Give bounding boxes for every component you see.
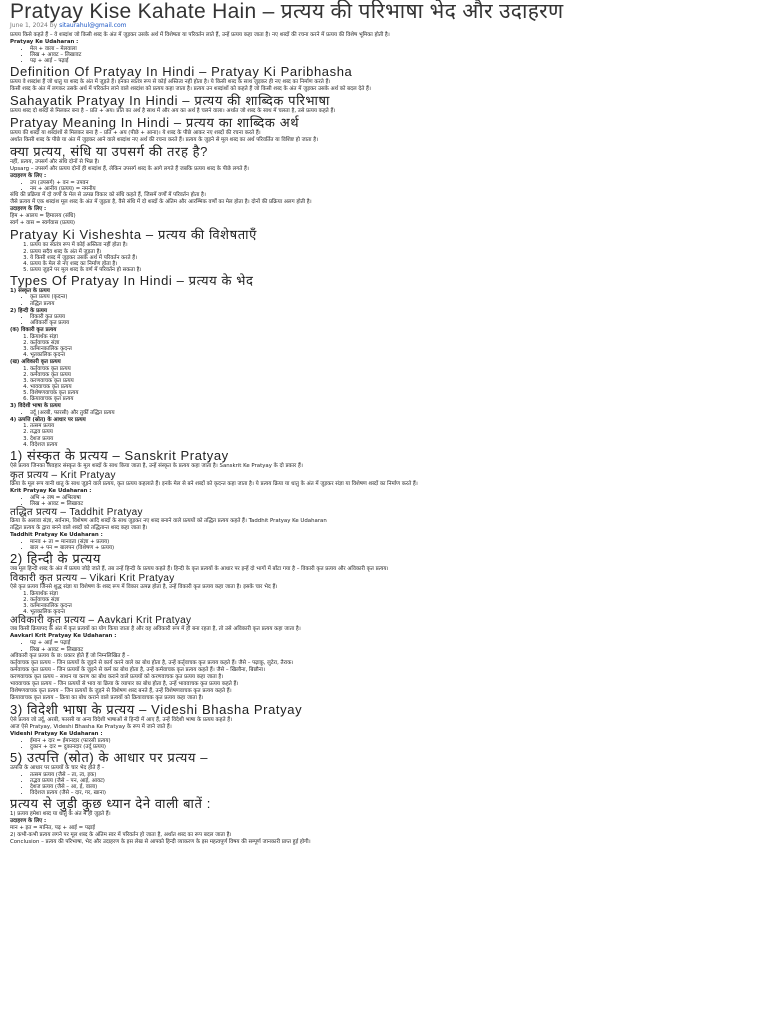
paragraph: प्रत्यय वे शब्दांश हैं जो धातु या शब्द के अंत में जुड़ते हैं। इनका स्वतंत्र रूप से कोई अस्तित्व नहीं होता है। ये किसी शब्द के साथ जुड़कर ही नए शब्द का निर्माण करते हैं।: [10, 79, 331, 86]
list-item: 6. क्रियावाचक कृत प्रत्यय: [30, 396, 758, 402]
page-title: Pratyay Kise Kahate Hain – प्रत्यय की परिभाषा भेद और उदाहरण: [10, 0, 564, 23]
paragraph: मान + इत = मानित, पढ़ + आई = पढ़ाई: [10, 825, 96, 832]
paragraph: उत्पत्ति के आधार पर प्रत्ययों के चार भेद होते हैं –: [10, 764, 105, 771]
paragraph: जब किसी क्रियापद के अंत में कृत प्रत्ययों का योग किया जाता है और वह अविकारी रूप में ही बना रहता है, तो उसे अविकारी कृत प्रत्यय कहा जाता है।: [10, 626, 301, 633]
list-item: 1. क्रियार्थक संज्ञा: [30, 334, 758, 340]
list-item: 2. तद्भव प्रत्यय: [30, 429, 758, 435]
group-label: 2) हिन्दी के प्रत्यय: [10, 307, 48, 314]
paragraph: क्रिया के मूल रूप यानी धातु के साथ जुड़ने वाले प्रत्यय, कृत प्रत्यय कहलाते हैं। इनके मेल से बने शब्दों को कृदन्त कहा जाता है। ये प्रत्यय क्रिया या धातु के अंत में जुड़कर संज्ञा या विशेषण शब्दों का निर्माण करते हैं।: [10, 480, 418, 487]
list-item: • मेल + वाला – मेलवाला: [30, 46, 758, 52]
paragraph: संधि की प्रक्रिया में दो वर्णों के मेल से उत्पन्न विकार को संधि कहते हैं, जिसमें वर्णों में परिवर्तन होता है।: [10, 192, 206, 199]
section-heading: 3) विदेशी भाषा के प्रत्यय – Videshi Bhasha Pratyay: [10, 701, 303, 717]
list-item: 2. कर्तृवाचक संज्ञा: [30, 597, 758, 603]
taddhit-section: [10, 508, 758, 551]
section-heading: 2) हिन्दी के प्रत्यय: [10, 551, 101, 567]
post-meta: [10, 22, 758, 30]
list-item: • पढ़ + आई – पढ़ाई: [30, 58, 758, 64]
list-item: 5. विशेषणवाचक कृत प्रत्यय: [30, 390, 758, 396]
list-item: • बाल + पन = बालपन (विशेषण + प्रत्यय): [30, 545, 758, 551]
list-item: • मानव + ता = मानवता (संज्ञा + प्रत्यय): [30, 539, 758, 545]
section-heading: Pratyay Ki Visheshta – प्रत्यय की विशेषताएँ: [10, 227, 257, 243]
group-label: 4) उत्पत्ति (स्रोत) के आधार पर प्रत्यय: [10, 416, 86, 423]
list-item: • विकारी कृत प्रत्यय: [30, 314, 758, 320]
list-item: 1. क्रियार्थक संज्ञा: [30, 591, 758, 597]
features-list: [10, 242, 758, 272]
group-label: 1) संस्कृत के प्रत्यय: [10, 287, 50, 294]
group-list: [10, 314, 758, 326]
section-heading: Definition Of Pratyay In Hindi – Pratyay Ki Paribhasha: [10, 64, 353, 80]
hindi-section: [10, 553, 758, 573]
paragraph: कर्मवाचक कृत प्रत्यय – जिन प्रत्ययों के जुड़ने से कर्म का बोध होता है, उन्हें कर्मवाचक कृत प्रत्यय कहते हैं। जैसे – खिलौना, बिछौना।: [10, 666, 266, 673]
examples-list: [10, 738, 758, 750]
group-list: [10, 294, 758, 306]
list-item: 4. प्रत्यय के मेल से नए शब्द का निर्माण होता है।: [30, 261, 758, 267]
paragraph: Conclusion – प्रत्यय की परिभाषा, भेद और उदाहरण के इस लेख से आपको हिन्दी व्याकरण के इस महत्वपूर्ण विषय की सम्पूर्ण जानकारी प्राप्त हुई होगी।: [10, 839, 311, 846]
examples-label: Aavkari Krit Pratyay Ke Udaharan :: [10, 633, 117, 640]
section-heading: Types Of Pratyay In Hindi – प्रत्यय के भेद: [10, 272, 254, 288]
list-item: 1. प्रत्यय का स्वतंत्र रूप में कोई अस्तित्व नहीं होता है।: [30, 242, 758, 248]
list-item: • देशज प्रत्यय (जैसे – आ, ई, वाला): [30, 784, 758, 790]
list-item: • अविकारी कृत प्रत्यय: [30, 320, 758, 326]
features-section: [10, 229, 758, 272]
section-heading: 5) उत्पत्ति (स्रोत) के आधार पर प्रत्यय –: [10, 749, 209, 765]
list-item: 3. वर्तमानकालिक कृदन्त: [30, 346, 758, 352]
list-item: 3. करणवाचक कृत प्रत्यय: [30, 378, 758, 384]
list-item: 5. प्रत्यय जुड़ने पर मूल शब्द के वर्ण में परिवर्तन हो सकता है।: [30, 267, 758, 273]
paragraph: जब मूल हिन्दी शब्द के अंत में प्रत्यय जोड़े जाते हैं, तब उन्हें हिन्दी के प्रत्यय कहते हैं। हिन्दी के कृत प्रत्ययों के आधार पर इन्हें दो भागों में बाँटा गया है – विकारी कृत प्रत्यय और अविकारी कृत प्रत्यय।: [10, 566, 389, 573]
list-item: • पढ़ + आई = पढ़ाई: [30, 640, 758, 646]
subsection-heading: कृत प्रत्यय – Krit Pratyay: [10, 469, 116, 481]
paragraph: भाववाचक कृत प्रत्यय – जिन प्रत्ययों से भाव या क्रिया के व्यापार का बोध होता है, उन्हें भाववाचक कृत प्रत्यय कहते हैं।: [10, 680, 239, 687]
post-date: June 1, 2024 by: [10, 22, 58, 29]
list-item: • ईमान + दार = ईमानदार (फारसी प्रत्यय): [30, 738, 758, 744]
paragraph: किसी शब्द के अंत में लगकर उसके अर्थ में परिवर्तन लाने वाले शब्दांश को प्रत्यय कहा जाता है। प्रत्यय उन शब्दांशों को कहते हैं जो किसी शब्द के अंत में जुड़कर उसके अर्थ को बदल देते हैं।: [10, 86, 371, 93]
intro-paragraph: प्रत्यय किसे कहते हैं – वे शब्दांश जो किसी शब्द के अंत में जुड़कर उसके अर्थ में विशेषता या परिवर्तन लाते हैं, उन्हें प्रत्यय कहा जाता है। नए शब्दों की रचना करने में प्रत्यय की विशेष भूमिका होती है।: [10, 32, 390, 38]
examples-label: उदाहरण के लिए :: [10, 173, 47, 180]
paragraph: विशेषणवाचक कृत प्रत्यय – जिन प्रत्ययों के जुड़ने से विशेषण शब्द बनते हैं, उन्हें विशेषणवाचक कृत प्रत्यय कहते हैं।: [10, 687, 232, 694]
list-item: 2. कर्मवाचक कृत प्रत्यय: [30, 372, 758, 378]
paragraph: कर्तृवाचक कृत प्रत्यय – जिन प्रत्ययों के जुड़ने से कार्य करने वाले का बोध होता है, उन्हें कर्तृवाचक कृत प्रत्यय कहते हैं। जैसे – पढ़ाकू, लुटेरा, तैराक।: [10, 659, 294, 666]
list-item: • उर्दू (अरबी, फारसी) और तुर्की तद्धित प्रत्यय: [30, 410, 758, 416]
examples-label: Pratyay Ke Udaharan :: [10, 39, 79, 45]
subsection-heading: विकारी कृत प्रत्यय – Vikari Krit Pratyay: [10, 573, 175, 585]
paragraph: प्रत्यय की शब्दों या शब्दांशों से मिलकर बना है – प्रति + अय (पीछे + आना)। ये शब्द के पीछे आकर नए शब्दों की रचना करते हैं।: [10, 130, 261, 137]
group-label: (क) विकारी कृत प्रत्यय: [10, 327, 57, 334]
section-heading: प्रत्यय से जुड़ी कुछ ध्यान देने वाली बातें :: [10, 796, 211, 812]
sahayatik-section: [10, 95, 758, 115]
paragraph: आज ऐसे Pratyay, Videshi Bhasha Ke Pratyay के रूप में जाने जाते हैं।: [10, 723, 172, 730]
list-item: • दुकान + दार = दुकानदार (उर्दू प्रत्यय): [30, 744, 758, 750]
list-item: • तद्भव प्रत्यय (जैसे – पन, आई, आवट): [30, 778, 758, 784]
group-list: [10, 366, 758, 403]
group-list: [10, 423, 758, 447]
vikari-section: [10, 574, 758, 615]
subsection-heading: अविकारी कृत प्रत्यय – Aavkari Krit Pratyay: [10, 615, 192, 627]
paragraph: 1) प्रत्यय हमेशा शब्द या धातु के अंत में ही जुड़ते हैं।: [10, 811, 111, 818]
list-item: • लिख + आवट = लिखावट: [30, 501, 758, 507]
examples-label: उदाहरण के लिए :: [10, 818, 47, 825]
vikari-list: [10, 591, 758, 615]
examples-label: उदाहरण के लिए :: [10, 206, 47, 213]
examples-label: Taddhit Pratyay Ke Udaharan :: [10, 531, 103, 538]
paragraph: प्रत्यय शब्द दो शब्दों से मिलकर बना है – प्रति + अय। प्रति का अर्थ है साथ में और अय का अर्थ है चलने वाला। अर्थात जो शब्द के साथ में चलता है, उसे प्रत्यय कहते हैं।: [10, 108, 336, 115]
videshi-section: [10, 701, 758, 750]
examples-label: Videshi Pratyay Ke Udaharan :: [10, 730, 103, 737]
group-list: [10, 410, 758, 416]
utpatti-section: [10, 749, 758, 797]
list-item: 4. भूतकालिक कृदन्त: [30, 609, 758, 615]
list-item: 2. प्रत्यय सदैव शब्द के अंत में जुड़ता है।: [30, 249, 758, 255]
examples-list: [10, 46, 758, 64]
paragraph: Upsarg – उपसर्ग और प्रत्यय दोनों ही शब्दांश हैं, लेकिन उपसर्ग शब्द के आगे लगते हैं जबकि प्रत्यय शब्द के पीछे लगते हैं।: [10, 166, 249, 173]
list-item: • कृत प्रत्यय (कृदन्त): [30, 294, 758, 300]
paragraph: करणवाचक कृत प्रत्यय – साधन या करण का बोध कराने वाले प्रत्ययों को करणवाचक कृत प्रत्यय कहा जाता है।: [10, 673, 224, 680]
list-item: • अभि + लष = अभिलाषा: [30, 495, 758, 501]
list-item: 1. कर्तृवाचक कृत प्रत्यय: [30, 366, 758, 372]
meaning-section: [10, 117, 758, 144]
types-section: [10, 272, 758, 448]
paragraph: तद्धित प्रत्यय के द्वारा बनने वाले शब्दों को तद्धितान्त शब्द कहा जाता है।: [10, 524, 148, 531]
examples-label: Krit Pratyay Ke Udaharan :: [10, 487, 92, 494]
list-item: • उप (उपसर्ग) + वन = उपवन: [30, 180, 758, 186]
list-item: • विदेशज प्रत्यय (जैसे – दार, गर, खाना): [30, 790, 758, 796]
intro-section: [10, 32, 758, 64]
avikari-section: [10, 616, 758, 701]
paragraph: हिम + आलय = हिमालय (संधि): [10, 213, 76, 220]
paragraph: क्रियावाचक कृत प्रत्यय – क्रिया का बोध कराने वाले प्रत्ययों को क्रियावाचक कृत प्रत्यय कहा जाता है।: [10, 694, 204, 701]
list-item: • लिख + आवट – लिखावट: [30, 52, 758, 58]
list-item: • तद्धित प्रत्यय: [30, 301, 758, 307]
paragraph: ऐसे कृत प्रत्यय जिनसे शुद्ध संज्ञा या विशेषण के शब्द रूप में विकार उत्पन्न होता है, उन्हें विकारी कृत प्रत्यय कहा जाता है। इसके चार भेद हैं।: [10, 584, 278, 591]
paragraph: अर्थात किसी शब्द के पीछे या अंत में जुड़कर आने वाले शब्दांश नए अर्थ की रचना करते हैं। प्रत्यय के जुड़ने से मूल शब्द का अर्थ परिवर्तित या विशिष्ट हो जाता है।: [10, 137, 319, 144]
list-item: • नम + आनीय (प्रत्यय) = नमनीय: [30, 186, 758, 192]
examples-list: [10, 495, 758, 507]
section-heading: Sahayatik Pratyay In Hindi – प्रत्यय की शाब्दिक परिभाषा: [10, 93, 330, 109]
list-item: • लिख + आवट = लिखावट: [30, 647, 758, 653]
group-label: 3) विदेशी भाषा के प्रत्यय: [10, 403, 61, 410]
group-list: [10, 334, 758, 358]
list-item: 4. भूतकालिक कृदन्त: [30, 352, 758, 358]
list-item: 4. भाववाचक कृत प्रत्यय: [30, 384, 758, 390]
examples-list: [10, 640, 758, 652]
difference-section: [10, 146, 758, 227]
section-heading: Pratyay Meaning In Hindi – प्रत्यय का शाब्दिक अर्थ: [10, 115, 300, 131]
paragraph: ऐसे प्रत्यय जिनका व्यवहार संस्कृत के मूल शब्दों के साथ किया जाता है, उन्हें संस्कृत के प्रत्यय कहा जाता है। Sanskrit Ke Pratyay के दो प्रकार हैं।: [10, 462, 303, 469]
list-item: 3. ये किसी शब्द में जुड़कर उसके अर्थ में परिवर्तन करते हैं।: [30, 255, 758, 261]
section-heading: 1) संस्कृत के प्रत्यय – Sanskrit Pratyay: [10, 447, 229, 463]
examples-list: [10, 180, 758, 192]
section-heading: क्या प्रत्यय, संधि या उपसर्ग की तरह है?: [10, 144, 208, 160]
subsection-heading: तद्धित प्रत्यय – Taddhit Pratyay: [10, 506, 143, 518]
paragraph: क्रिया के अलावा संज्ञा, सर्वनाम, विशेषण आदि शब्दों के साथ जुड़कर नए शब्द बनाने वाले प्रत्ययों को तद्धित प्रत्यय कहते हैं। Taddhit Pratyay Ke Udaharan: [10, 517, 327, 524]
notes-section: [10, 798, 758, 846]
sanskrit-section: [10, 447, 758, 470]
paragraph: 2) कभी-कभी प्रत्यय लगने पर मूल शब्द के अंतिम स्वर में परिवर्तन हो जाता है, अर्थात शब्द का रूप बदल जाता है।: [10, 832, 232, 839]
krit-section: [10, 471, 758, 507]
list-item: 4. विदेशज प्रत्यय: [30, 442, 758, 448]
paragraph: जैसे प्रत्यय में एक शब्दांश मूल शब्द के अंत में जुड़ता है, वैसे संधि में दो शब्दों के अंतिम और आरम्भिक वर्णों का मेल होता है। दोनों की प्रक्रिया अलग होती है।: [10, 199, 312, 206]
paragraph: स्वर्ग + वास = स्वर्गवास (प्रत्यय): [10, 220, 76, 227]
definition-section: [10, 66, 758, 93]
group-label: (ख) अविकारी कृत प्रत्यय: [10, 359, 61, 366]
paragraph: अविकारी कृत प्रत्यय के छ: प्रकार होते हैं जो निम्नलिखित हैं –: [10, 652, 130, 659]
paragraph: नहीं, प्रत्यय, उपसर्ग और संधि दोनों से भिन्न है।: [10, 159, 100, 166]
list-item: • तत्सम प्रत्यय (जैसे – ता, त्व, इक): [30, 772, 758, 778]
list-item: 3. वर्तमानकालिक कृदन्त: [30, 603, 758, 609]
author-link[interactable]: sitaurahul@gmail.com: [59, 22, 127, 29]
examples-list: [10, 539, 758, 551]
list-item: 2. कर्तृवाचक संज्ञा: [30, 340, 758, 346]
list-item: 3. देशज प्रत्यय: [30, 436, 758, 442]
utpatti-list: [10, 772, 758, 796]
paragraph: ऐसे प्रत्यय जो उर्दू, अरबी, फारसी या अन्य विदेशी भाषाओं से हिन्दी में आए हैं, उन्हें विदेशी भाषा के प्रत्यय कहते हैं।: [10, 716, 233, 723]
list-item: 1. तत्सम प्रत्यय: [30, 423, 758, 429]
